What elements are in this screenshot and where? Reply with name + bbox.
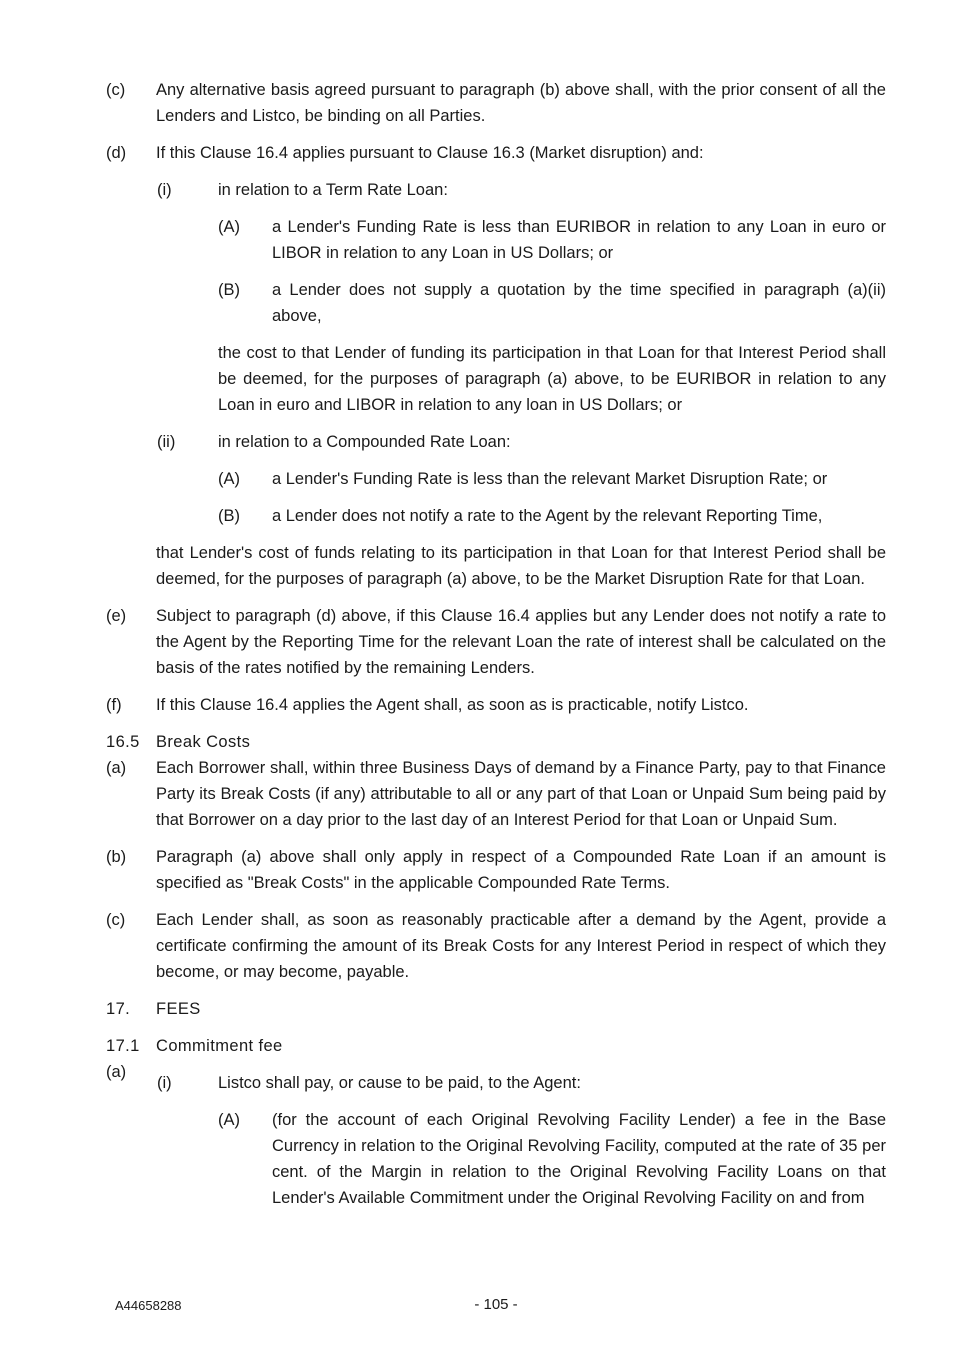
- paragraph: [106, 466, 886, 492]
- paragraph: [106, 429, 886, 455]
- paragraph-marker: (d): [106, 144, 127, 162]
- paragraph: [106, 277, 886, 329]
- paragraph-text: Subject to paragraph (d) above, if this Clause 16.4 applies but any Lender does not notify a rate to the Agent by the Reporting Time for the relevant Loan the rate of interest shall be calculated on the basis of the rates notified by the remaining Lenders.: [156, 607, 886, 677]
- page-footer: [0, 1296, 965, 1316]
- paragraph: [106, 1070, 886, 1096]
- paragraph-marker: (A): [218, 218, 240, 236]
- paragraph: [106, 755, 886, 833]
- paragraph-marker: (c): [106, 911, 126, 929]
- paragraph-text: If this Clause 16.4 applies pursuant to Clause 16.3 (Market disruption) and:: [156, 144, 704, 162]
- paragraph-text: in relation to a Compounded Rate Loan:: [218, 433, 511, 451]
- paragraph-marker: (a): [106, 759, 127, 777]
- paragraph-text: Listco shall pay, or cause to be paid, to the Agent:: [218, 1074, 581, 1092]
- paragraph: [106, 603, 886, 681]
- paragraph: [106, 1107, 886, 1211]
- paragraph-marker: (a): [106, 1063, 127, 1081]
- paragraph-marker: (A): [218, 1111, 240, 1129]
- paragraph-text: a Lender does not notify a rate to the Agent by the relevant Reporting Time,: [272, 507, 823, 525]
- paragraph-marker: (i): [157, 1074, 172, 1092]
- paragraph-marker: (ii): [157, 433, 176, 451]
- paragraph: [106, 503, 886, 529]
- paragraph-marker: 16.5: [106, 733, 140, 751]
- paragraph: [106, 177, 886, 203]
- paragraph: [106, 729, 886, 755]
- page-number: - 105 -: [474, 1296, 518, 1313]
- paragraph-text: Any alternative basis agreed pursuant to paragraph (b) above shall, with the prior consent of all the Lenders and Listco, be binding on all Parties.: [156, 81, 886, 125]
- paragraph-text: Paragraph (a) above shall only apply in respect of a Compounded Rate Loan if an amount is specified as "Break Costs" in the applicable Compounded Rate Terms.: [156, 848, 886, 892]
- paragraph: [106, 692, 886, 718]
- paragraph: [106, 996, 886, 1022]
- paragraph: [106, 1033, 886, 1059]
- paragraph-marker: (c): [106, 81, 126, 99]
- paragraph-marker: (f): [106, 696, 122, 714]
- paragraph-text: a Lender's Funding Rate is less than EURIBOR in relation to any Loan in euro or LIBOR in relation to any Loan in US Dollars; or: [272, 218, 886, 262]
- paragraph-text: FEES: [156, 1000, 201, 1018]
- paragraph: [106, 77, 886, 129]
- paragraph-marker: (e): [106, 607, 127, 625]
- paragraph-marker: (B): [218, 281, 240, 299]
- paragraph: [106, 540, 886, 592]
- paragraph-text: that Lender's cost of funds relating to its participation in that Loan for that Interest Period shall be deemed, for the purposes of paragraph (a) above, to be the Market Disruption Rate for that Loan.: [156, 544, 886, 588]
- paragraph: [106, 844, 886, 896]
- paragraph-text: a Lender's Funding Rate is less than the relevant Market Disruption Rate; or: [272, 470, 828, 488]
- paragraph-marker: (i): [157, 181, 172, 199]
- paragraph-text: Each Lender shall, as soon as reasonably practicable after a demand by the Agent, provide a certificate confirming the amount of its Break Costs for any Interest Period in respect of which they become, or may become, payable.: [156, 911, 886, 981]
- paragraph-text: Commitment fee: [156, 1037, 283, 1055]
- paragraph: [106, 140, 886, 166]
- paragraph-marker: 17.: [106, 1000, 131, 1018]
- paragraph-text: in relation to a Term Rate Loan:: [218, 181, 448, 199]
- paragraph-text: (for the account of each Original Revolving Facility Lender) a fee in the Base Currency in relation to the Original Revolving Facility, computed at the rate of 35 per cent. of the Margin in relation to the Original Revolving Facility Loans on that Lender's Available Commitment under the Original Revolving Facility on and from: [272, 1111, 886, 1207]
- paragraph: [106, 214, 886, 266]
- paragraph-marker: (b): [106, 848, 127, 866]
- paragraph: [106, 907, 886, 985]
- paragraph-marker: 17.1: [106, 1037, 140, 1055]
- paragraph: [106, 340, 886, 418]
- paragraph-marker: (A): [218, 470, 240, 488]
- paragraph-text: Break Costs: [156, 733, 251, 751]
- paragraph-marker: (B): [218, 507, 240, 525]
- paragraph-text: If this Clause 16.4 applies the Agent shall, as soon as is practicable, notify Listco.: [156, 696, 749, 714]
- paragraph-text: a Lender does not supply a quotation by the time specified in paragraph (a)(ii) above,: [272, 281, 886, 325]
- document-body: [106, 77, 886, 1222]
- document-id: A44658288: [115, 1298, 182, 1313]
- paragraph-text: the cost to that Lender of funding its participation in that Loan for that Interest Period shall be deemed, for the purposes of paragraph (a) above, to be EURIBOR in relation to any Loan in euro and LIBOR in relation to any loan in US Dollars; or: [218, 344, 886, 414]
- paragraph-text: Each Borrower shall, within three Business Days of demand by a Finance Party, pay to that Finance Party its Break Costs (if any) attributable to all or any part of that Loan or Unpaid Sum being paid by that Borrower on a day prior to the last day of an Interest Period for that Loan or Unpaid Sum.: [156, 759, 886, 829]
